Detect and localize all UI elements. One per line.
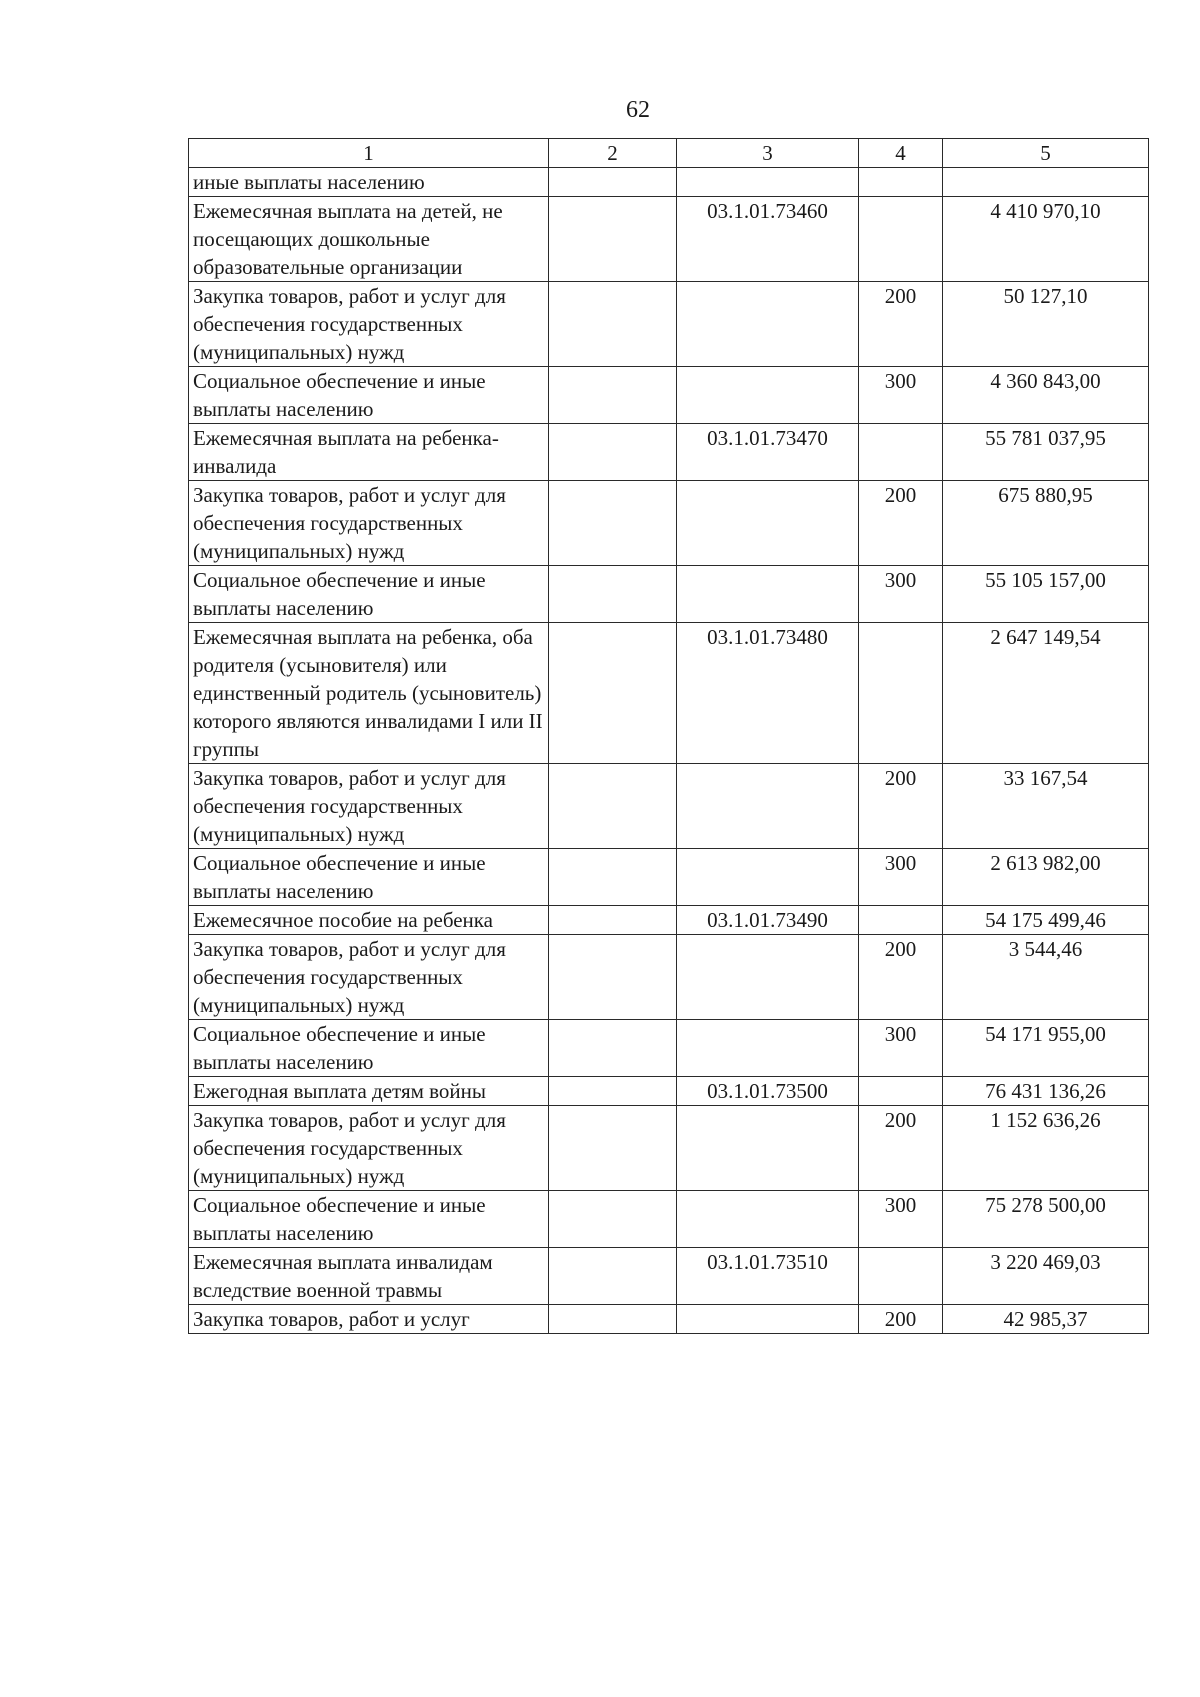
header-col-1: 1: [189, 139, 549, 168]
row-type-cell: 200: [859, 1305, 943, 1334]
row-col2-cell: [549, 1077, 677, 1106]
row-code-cell: [677, 935, 859, 1020]
row-amount-cell: [943, 168, 1149, 197]
row-col2-cell: [549, 282, 677, 367]
row-amount-cell: 4 360 843,00: [943, 367, 1149, 424]
row-type-cell: 300: [859, 1191, 943, 1248]
table-row: [189, 566, 1149, 623]
row-code-cell: 03.1.01.73510: [677, 1248, 859, 1305]
row-amount-cell: 2 647 149,54: [943, 623, 1149, 764]
row-type-cell: 200: [859, 935, 943, 1020]
row-code-cell: [677, 367, 859, 424]
header-row: [189, 139, 1149, 168]
row-code-cell: 03.1.01.73480: [677, 623, 859, 764]
row-type-cell: 200: [859, 481, 943, 566]
table-row: [189, 849, 1149, 906]
row-amount-cell: 76 431 136,26: [943, 1077, 1149, 1106]
row-col2-cell: [549, 623, 677, 764]
row-type-cell: [859, 197, 943, 282]
row-name-cell: Закупка товаров, работ и услуг для обеспечения государственных (муниципальных) нужд: [189, 1106, 549, 1191]
row-type-cell: [859, 424, 943, 481]
row-name-cell: Социальное обеспечение и иные выплаты населению: [189, 849, 549, 906]
row-type-cell: [859, 623, 943, 764]
row-name-cell: Ежемесячная выплата на ребенка-инвалида: [189, 424, 549, 481]
table-row: [189, 1248, 1149, 1305]
row-type-cell: [859, 906, 943, 935]
row-col2-cell: [549, 197, 677, 282]
row-code-cell: [677, 282, 859, 367]
row-name-cell: Закупка товаров, работ и услуг для обеспечения государственных (муниципальных) нужд: [189, 935, 549, 1020]
row-name-cell: Ежемесячная выплата на детей, не посещающих дошкольные образовательные организации: [189, 197, 549, 282]
row-type-cell: [859, 1077, 943, 1106]
row-type-cell: [859, 168, 943, 197]
row-col2-cell: [549, 481, 677, 566]
row-amount-cell: 1 152 636,26: [943, 1106, 1149, 1191]
table-row: [189, 764, 1149, 849]
page-number: 62: [626, 97, 650, 123]
row-name-cell: Закупка товаров, работ и услуг: [189, 1305, 549, 1334]
row-name-cell: Закупка товаров, работ и услуг для обеспечения государственных (муниципальных) нужд: [189, 764, 549, 849]
row-name-cell: Ежемесячное пособие на ребенка: [189, 906, 549, 935]
row-amount-cell: 50 127,10: [943, 282, 1149, 367]
table-row: [189, 1020, 1149, 1077]
row-amount-cell: 3 544,46: [943, 935, 1149, 1020]
row-col2-cell: [549, 1020, 677, 1077]
table-body: [189, 168, 1149, 1334]
table-row: [189, 197, 1149, 282]
row-amount-cell: 42 985,37: [943, 1305, 1149, 1334]
row-code-cell: [677, 1191, 859, 1248]
row-name-cell: Ежемесячная выплата инвалидам вследствие военной травмы: [189, 1248, 549, 1305]
table-row: [189, 424, 1149, 481]
row-name-cell: Ежегодная выплата детям войны: [189, 1077, 549, 1106]
row-col2-cell: [549, 849, 677, 906]
row-col2-cell: [549, 1106, 677, 1191]
row-code-cell: [677, 168, 859, 197]
row-code-cell: [677, 1106, 859, 1191]
table-row: [189, 367, 1149, 424]
row-col2-cell: [549, 424, 677, 481]
budget-table: [188, 138, 1149, 1334]
table-row: [189, 906, 1149, 935]
row-col2-cell: [549, 367, 677, 424]
row-code-cell: 03.1.01.73500: [677, 1077, 859, 1106]
row-code-cell: [677, 764, 859, 849]
table-row: [189, 168, 1149, 197]
table-header: [189, 139, 1149, 168]
header-col-3: 3: [677, 139, 859, 168]
row-col2-cell: [549, 1248, 677, 1305]
row-name-cell: Ежемесячная выплата на ребенка, оба родителя (усыновителя) или единственный родитель (усыновитель) которого являются инвалидами I или II группы: [189, 623, 549, 764]
row-col2-cell: [549, 1191, 677, 1248]
row-type-cell: 300: [859, 566, 943, 623]
row-col2-cell: [549, 1305, 677, 1334]
table-row: [189, 481, 1149, 566]
row-type-cell: 200: [859, 282, 943, 367]
row-code-cell: 03.1.01.73470: [677, 424, 859, 481]
header-col-5: 5: [943, 139, 1149, 168]
row-col2-cell: [549, 935, 677, 1020]
row-type-cell: 300: [859, 367, 943, 424]
row-amount-cell: 33 167,54: [943, 764, 1149, 849]
row-amount-cell: 54 175 499,46: [943, 906, 1149, 935]
table-row: [189, 1077, 1149, 1106]
row-code-cell: 03.1.01.73460: [677, 197, 859, 282]
row-name-cell: Социальное обеспечение и иные выплаты населению: [189, 1020, 549, 1077]
row-code-cell: [677, 1305, 859, 1334]
row-col2-cell: [549, 168, 677, 197]
row-name-cell: Закупка товаров, работ и услуг для обеспечения государственных (муниципальных) нужд: [189, 282, 549, 367]
header-col-2: 2: [549, 139, 677, 168]
row-name-cell: Социальное обеспечение и иные выплаты населению: [189, 1191, 549, 1248]
row-type-cell: 300: [859, 1020, 943, 1077]
row-amount-cell: 2 613 982,00: [943, 849, 1149, 906]
row-amount-cell: 75 278 500,00: [943, 1191, 1149, 1248]
table-row: [189, 623, 1149, 764]
row-amount-cell: 55 781 037,95: [943, 424, 1149, 481]
row-type-cell: 300: [859, 849, 943, 906]
row-col2-cell: [549, 906, 677, 935]
header-col-4: 4: [859, 139, 943, 168]
row-code-cell: 03.1.01.73490: [677, 906, 859, 935]
row-name-cell: Закупка товаров, работ и услуг для обеспечения государственных (муниципальных) нужд: [189, 481, 549, 566]
row-type-cell: [859, 1248, 943, 1305]
table-row: [189, 1305, 1149, 1334]
row-name-cell: иные выплаты населению: [189, 168, 549, 197]
table-row: [189, 1106, 1149, 1191]
row-col2-cell: [549, 566, 677, 623]
row-type-cell: 200: [859, 1106, 943, 1191]
row-code-cell: [677, 1020, 859, 1077]
table-row: [189, 282, 1149, 367]
row-amount-cell: 54 171 955,00: [943, 1020, 1149, 1077]
row-code-cell: [677, 566, 859, 623]
row-amount-cell: 675 880,95: [943, 481, 1149, 566]
row-amount-cell: 4 410 970,10: [943, 197, 1149, 282]
row-code-cell: [677, 849, 859, 906]
row-code-cell: [677, 481, 859, 566]
row-amount-cell: 55 105 157,00: [943, 566, 1149, 623]
row-amount-cell: 3 220 469,03: [943, 1248, 1149, 1305]
row-col2-cell: [549, 764, 677, 849]
table-row: [189, 1191, 1149, 1248]
table-row: [189, 935, 1149, 1020]
row-type-cell: 200: [859, 764, 943, 849]
row-name-cell: Социальное обеспечение и иные выплаты населению: [189, 367, 549, 424]
row-name-cell: Социальное обеспечение и иные выплаты населению: [189, 566, 549, 623]
